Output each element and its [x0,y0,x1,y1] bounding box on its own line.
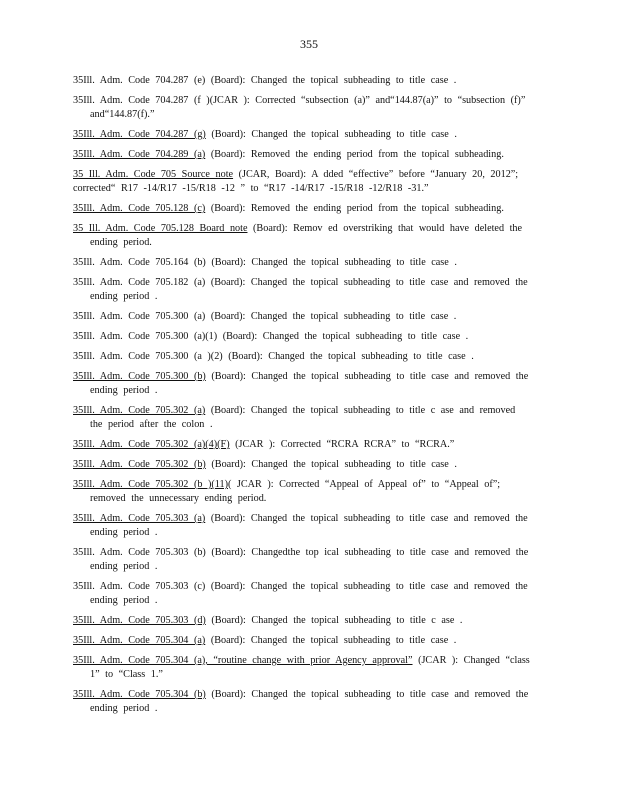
entry-note: (Board): Removed the ending period from the topical subheading. [205,203,504,214]
entry-note: (Board): Changed the topical subheading to title case . [205,459,457,470]
errata-entry [73,330,533,344]
entry-note: ( JCAR ): Corrected “Appeal of Appeal of” to “Appeal of”; removed the unnecessary ending period. [90,479,501,504]
entry-note: (Board): Changed the topical subheading to title case . [217,331,469,342]
errata-entry [73,256,533,270]
entry-citation: 35Ill. Adm. Code 705.300 (a)(1) [73,331,218,342]
errata-entry [73,168,533,196]
entry-note: (Board): Changedthe top ical subheading to title case and removed the ending period . [90,547,529,572]
entry-citation: 35Ill. Adm. Code 704.287 (f ) [73,95,210,106]
errata-entry [73,688,533,716]
errata-list [73,74,533,722]
errata-entry [73,148,533,162]
entry-note: (Board): Changed the topical subheading to title case . [205,129,457,140]
entry-note: (JCAR ): Corrected “RCRA RCRA” to “RCRA.” [229,439,455,450]
entry-citation: 35Ill. Adm. Code 705.304 (a) [73,635,206,646]
entry-note: (JCAR, Board): A dded “effective” before “January 20, 2012”; corrected“ R17 -14/R17 -15/R18 -12 ” to “R17 -14/R17 -15/R18 -12/R18 -31.” [73,169,519,194]
entry-note: (Board): Changed the topical subheading to title case and removed the ending period . [90,371,529,396]
entry-citation: 35Ill. Adm. Code 705.128 (c) [73,203,206,214]
errata-entry [73,478,533,506]
errata-entry [73,310,533,324]
errata-entry [73,634,533,648]
entry-citation: 35Ill. Adm. Code 705.182 (a) [73,277,206,288]
entry-citation: 35Ill. Adm. Code 705.303 (c) [73,581,206,592]
errata-entry [73,202,533,216]
entry-note: (Board): Changed the topical subheading to title case . [205,311,457,322]
entry-note: (JCAR ): Changed “class 1” to “Class 1.” [90,655,530,680]
entry-note: (Board): Changed the topical subheading to title case . [205,257,457,268]
entry-note: (Board): Changed the topical subheading to title case . [205,635,457,646]
errata-entry [73,370,533,398]
entry-note: (Board): Remov ed overstriking that would have deleted the ending period. [90,223,523,248]
entry-note: (Board): Changed the topical subheading to title case . [205,75,457,86]
errata-entry [73,654,533,682]
entry-note: (Board): Changed the topical subheading to title case and removed the ending period . [90,513,528,538]
errata-entry [73,614,533,628]
entry-note: (Board): Changed the topical subheading to title case and removed the ending period . [90,277,528,302]
entry-citation: 35Ill. Adm. Code 705.304 (b) [73,689,206,700]
errata-entry [73,438,533,452]
entry-citation: 35Ill. Adm. Code 705.303 (d) [73,615,206,626]
errata-entry [73,94,533,122]
entry-citation: 35 Ill. Adm. Code 705.128 Board note [73,223,248,234]
errata-entry [73,74,533,88]
entry-citation: 35Ill. Adm. Code 705.302 (b) [73,459,206,470]
entry-citation: 35Ill. Adm. Code 705.300 (b) [73,371,206,382]
entry-citation: 35Ill. Adm. Code 705.303 (b) [73,547,206,558]
entry-citation: 35Ill. Adm. Code 705.300 (a) [73,311,206,322]
entry-note: (Board): Removed the ending period from the topical subheading. [205,149,504,160]
entry-note: (Board): Changed the topical subheading to title c ase and removed the period after the colon . [90,405,516,430]
errata-entry [73,222,533,250]
entry-note: (Board): Changed the topical subheading to title case . [222,351,474,362]
entry-citation: 35Ill. Adm. Code 705.302 (a)(4)(F) [73,439,230,450]
entry-citation: 35Ill. Adm. Code 704.287 (g) [73,129,206,140]
errata-entry [73,546,533,574]
entry-note: (JCAR ): Corrected “subsection (a)” and“144.87(a)” to “subsection (f)” and“144.87(f).” [90,95,526,120]
entry-citation: 35Ill. Adm. Code 705.164 (b) [73,257,206,268]
entry-citation: 35Ill. Adm. Code 704.287 (e) [73,75,206,86]
errata-entry [73,512,533,540]
entry-citation: 35Ill. Adm. Code 705.304 (a), “routine change with prior Agency approval” [73,655,413,666]
entry-citation: 35Ill. Adm. Code 704.289 (a) [73,149,206,160]
errata-entry [73,458,533,472]
entry-citation: 35Ill. Adm. Code 705.303 (a) [73,513,206,524]
errata-entry [73,404,533,432]
entry-note: (Board): Changed the topical subheading to title case and removed the ending period . [90,689,529,714]
errata-entry [73,350,533,364]
errata-entry [73,128,533,142]
entry-citation: 35Ill. Adm. Code 705.302 (b )(11) [73,479,228,490]
entry-citation: 35Ill. Adm. Code 705.302 (a) [73,405,206,416]
entry-note: (Board): Changed the topical subheading to title c ase . [205,615,463,626]
page-number: 355 [300,37,318,51]
entry-citation: 35 Ill. Adm. Code 705 Source note [73,169,234,180]
entry-note: (Board): Changed the topical subheading to title case and removed the ending period . [90,581,528,606]
errata-entry [73,276,533,304]
errata-entry [73,580,533,608]
entry-citation: 35Ill. Adm. Code 705.300 (a )(2) [73,351,223,362]
